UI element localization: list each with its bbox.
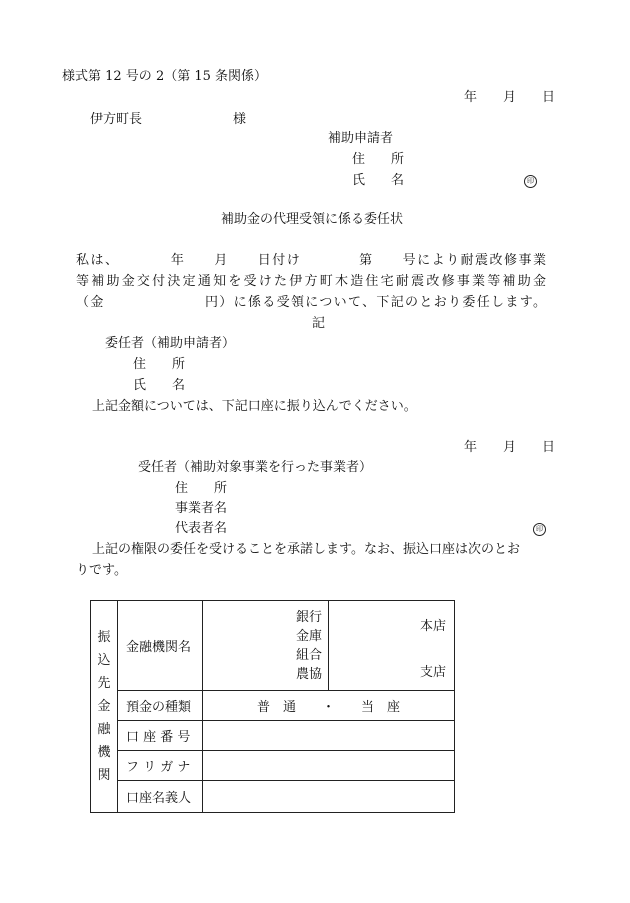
- institution-type-agri: 農協: [295, 666, 322, 682]
- account-number-label: 口 座 番 号: [118, 721, 203, 751]
- deposit-type-options[interactable]: 普 通 ・ 当 座: [203, 691, 455, 721]
- account-holder-field[interactable]: [203, 781, 455, 813]
- institution-type-bank: 銀行: [295, 609, 322, 625]
- body-line-1: 私は、 年 月 日付け 第 号により耐震改修事業: [76, 253, 546, 268]
- institution-type-cell[interactable]: [203, 601, 329, 691]
- deposit-type-label: 預金の種類: [118, 691, 203, 721]
- body-line-3: （金 円）に係る受領について、下記のとおり委任します。: [76, 295, 546, 310]
- branch-cell[interactable]: [329, 601, 455, 691]
- acceptance-date: 年 月 日: [464, 440, 556, 455]
- body-line-2: 等補助金交付決定通知を受けた伊方町木造住宅耐震改修事業等補助金: [76, 274, 546, 289]
- account-holder-label: 口座名義人: [118, 781, 203, 813]
- institution-type-union: 組合: [295, 647, 322, 663]
- form-number: 様式第 12 号の 2（第 15 条関係）: [62, 69, 268, 84]
- record-mark: 記: [312, 316, 326, 331]
- applicant-address-label: 住 所: [352, 152, 405, 167]
- addressee: 伊方町長 様: [90, 112, 247, 127]
- branch-office-label: 支店: [419, 665, 446, 680]
- institution-type-shinkin: 金庫: [295, 628, 322, 644]
- business-name-label: 事業者名: [175, 501, 228, 516]
- delegator-address-label: 住 所: [133, 357, 186, 372]
- transfer-instruction: 上記金額については、下記口座に振り込んでください。: [92, 399, 417, 414]
- delegator-name-label: 氏 名: [133, 378, 186, 393]
- applicant-name-label: 氏 名: [352, 173, 405, 188]
- acceptance-line-2: りです。: [76, 563, 127, 578]
- delegator-title: 委任者（補助申請者）: [105, 336, 236, 351]
- document-title: 補助金の代理受領に係る委任状: [221, 212, 404, 227]
- seal-mark-delegate: 印: [533, 523, 546, 536]
- account-number-field[interactable]: [203, 721, 455, 751]
- seal-mark: 印: [524, 175, 537, 188]
- applicant-title: 補助申請者: [328, 131, 394, 146]
- institution-label: 金融機関名: [118, 601, 203, 691]
- furigana-label: フ リ ガ ナ: [118, 751, 203, 781]
- acceptance-line-1: 上記の権限の委任を受けることを承諾します。なお、振込口座は次のとお: [92, 542, 520, 557]
- delegate-address-label: 住 所: [175, 481, 228, 496]
- submission-date: 年 月 日: [464, 90, 556, 105]
- bank-account-table: [90, 600, 455, 813]
- side-heading-transfer-bank: 振 込 先 金 融 機 関: [91, 601, 118, 813]
- delegate-title: 受任者（補助対象事業を行った事業者）: [138, 460, 373, 475]
- head-office-label: 本店: [419, 619, 446, 634]
- furigana-field[interactable]: [203, 751, 455, 781]
- representative-label: 代表者名: [175, 521, 228, 536]
